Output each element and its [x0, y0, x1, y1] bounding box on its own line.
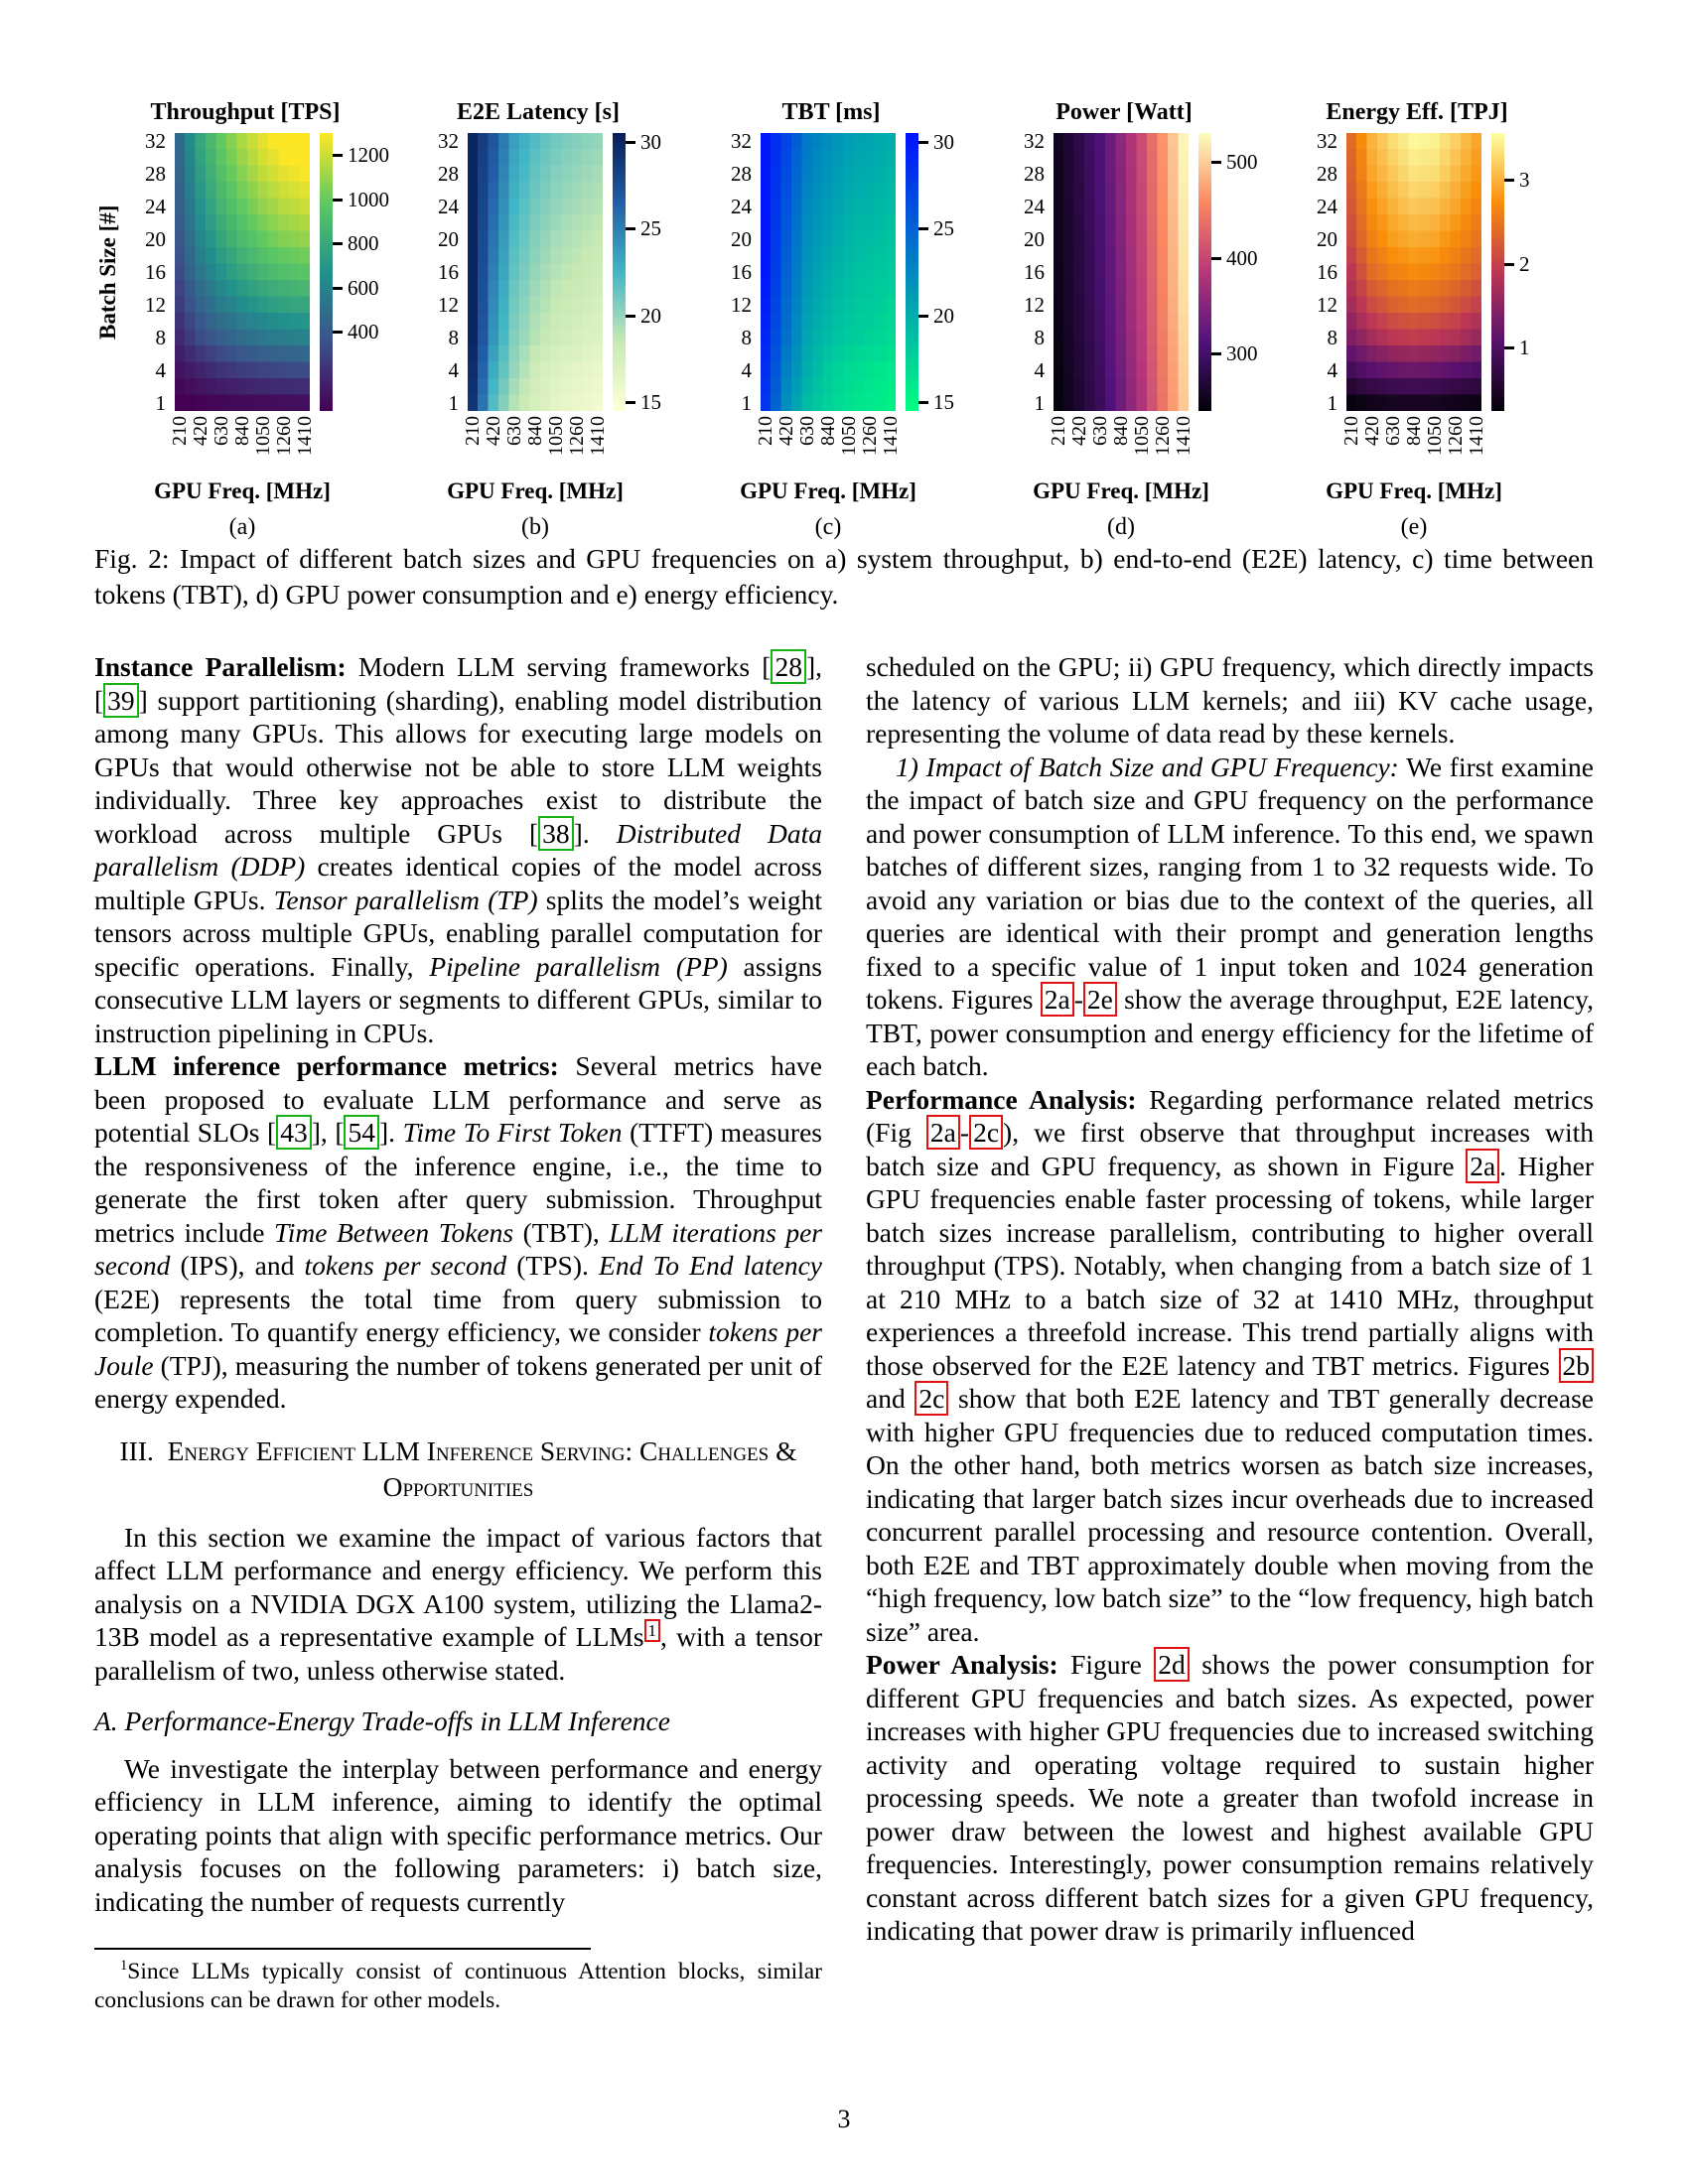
colorbar-tick-label: 20 [640, 303, 661, 328]
text-run: scheduled on the GPU; ii) GPU frequency, which directly impacts the latency of various LLM kernels; and iii) KV cache usage, representing the volume of data read by these kernels. [866, 651, 1594, 749]
x-tick-label: 840 [524, 416, 546, 446]
x-tick-label: 1050 [544, 416, 567, 456]
figure-ref-link[interactable]: 2a [1041, 982, 1074, 1017]
y-tick-label: 20 [1024, 227, 1045, 252]
y-tick-label: 1 [1034, 390, 1045, 415]
colorbar-tick [333, 242, 343, 245]
x-tick-label: 1410 [293, 416, 316, 456]
heatmap-panel-e [1303, 99, 1593, 546]
colorbar-tick-label: 600 [348, 275, 379, 300]
colorbar-tick [918, 401, 928, 404]
x-axis-ticks [169, 416, 316, 474]
x-tick-label: 420 [775, 416, 798, 446]
x-tick-label: 630 [1089, 416, 1112, 446]
y-tick-label: 16 [145, 260, 166, 284]
figure2-caption: Fig. 2: Impact of different batch sizes and GPU frequencies on a) system throughput, b) end-to-end (E2E) latency, c) time between tokens (TBT), d) GPU power consumption and e) energy efficiency. [94, 543, 1594, 610]
y-tick-label: 1 [155, 390, 166, 415]
y-tick-label: 16 [1317, 260, 1337, 284]
right-column [866, 650, 1594, 1948]
y-tick-label: 20 [438, 227, 459, 252]
y-tick-label: 28 [1317, 162, 1337, 187]
figure-ref-link[interactable]: 2a [926, 1115, 960, 1150]
subsection-heading: A. Performance-Energy Trade-offs in LLM Inference [94, 1706, 670, 1736]
figure-ref-link[interactable]: 2b [1559, 1348, 1595, 1383]
text-run: (TTFT) measures the responsiveness of the inference engine, i.e., the time to generate the first token after query submission. Throughput metrics include [94, 1117, 822, 1248]
text-run: Several metrics have been proposed to evaluate LLM performance and serve as potential SLOs [ [94, 1050, 822, 1148]
x-tick-label: 630 [211, 416, 233, 446]
text-run: splits the model’s weight tensors across multiple GPUs, enabling parallel computation for specific operations. Finally, [94, 884, 822, 982]
text-run: , with a tensor parallelism of two, unless otherwise stated. [94, 1621, 822, 1686]
x-tick-label: 1050 [1130, 416, 1153, 456]
figure-ref-link[interactable]: 2c [969, 1115, 1003, 1150]
x-tick-label: 630 [503, 416, 526, 446]
text-run: In this section we examine the impact of various factors that affect LLM performance and energy efficiency. We perform this analysis on a NVIDIA DGX A100 system, utilizing the Llama2-13B model as a representative example of LLMs [94, 1521, 822, 1652]
colorbar-tick-label: 25 [933, 216, 954, 241]
y-tick-label: 4 [741, 357, 752, 382]
heatmap-canvas [761, 133, 896, 411]
y-tick-label: 24 [438, 195, 459, 219]
x-tick-label: 1260 [858, 416, 881, 456]
colorbar-tick [918, 227, 928, 230]
colorbar-tick [333, 287, 343, 290]
x-tick-label: 840 [231, 416, 253, 446]
y-tick-label: 16 [438, 260, 459, 284]
text-run: (TPJ), measuring the number of tokens generated per unit of energy expended. [94, 1349, 822, 1414]
text-run: (TPS). [506, 1250, 600, 1281]
colorbar-tick-label: 15 [640, 390, 661, 415]
y-tick-label: 24 [1024, 195, 1045, 219]
y-tick-label: 12 [731, 292, 752, 317]
left-column [94, 650, 822, 2015]
x-tick-label: 210 [462, 416, 485, 446]
y-tick-label: 8 [1327, 325, 1337, 349]
panel-title: TBT [ms] [781, 99, 881, 125]
colorbar [1198, 133, 1211, 411]
y-tick-label: 32 [438, 129, 459, 154]
y-tick-label: 28 [731, 162, 752, 187]
italic-text: Tensor parallelism (TP) [273, 884, 538, 915]
x-tick-label: 210 [1340, 416, 1363, 446]
figure-ref-link[interactable]: 2c [914, 1381, 948, 1416]
x-tick-label: 630 [796, 416, 819, 446]
text-run: shows the power consumption for different GPU frequencies and batch sizes. As expected, power increases with higher GPU frequencies due to increased switching activity and operating voltage required to sustain higher processing speeds. We note a greater than twofold increase in power draw between the lowest and highest available GPU frequencies. Interestingly, power consumption remains relatively constant across different batch sizes for a given GPU frequency, indicating that power draw is primarily influenced [866, 1649, 1594, 1946]
italic-text: Pipeline parallelism (PP) [429, 950, 728, 982]
text-run: Figure [1070, 1649, 1155, 1680]
x-tick-label: 210 [755, 416, 777, 446]
citation-link[interactable]: 38 [538, 816, 574, 851]
italic-text: Time Between Tokens [273, 1216, 514, 1248]
heatmap-canvas [468, 133, 603, 411]
y-tick-label: 20 [731, 227, 752, 252]
y-tick-label: 8 [448, 325, 459, 349]
text-run: creates identical copies of the model across multiple GPUs. [94, 851, 822, 915]
colorbar [613, 133, 626, 411]
italic-text: 1) Impact of Batch Size and GPU Frequency: [896, 751, 1399, 782]
text-run: ]. [573, 817, 617, 849]
x-axis-ticks [1048, 416, 1195, 474]
subfigure-label: (a) [228, 514, 256, 540]
y-axis-ticks [717, 129, 757, 415]
x-tick-label: 840 [1110, 416, 1132, 446]
page-number: 3 [837, 2105, 851, 2133]
text-run: - [1073, 984, 1083, 1015]
italic-text: Time To First Token [402, 1117, 623, 1148]
figure-ref-link[interactable]: 2a [1466, 1149, 1499, 1183]
x-tick-label: 420 [1068, 416, 1091, 446]
italic-text: End To End latency [599, 1250, 823, 1281]
colorbar-tick [626, 141, 635, 144]
panel-title: Energy Eff. [TPJ] [1326, 99, 1508, 125]
paragraph-tradeoffs [94, 1752, 822, 1919]
panel-title: Throughput [TPS] [150, 99, 341, 125]
bold-text: Instance Parallelism: [94, 651, 358, 682]
colorbar-tick-label: 400 [348, 320, 379, 343]
colorbar-tick-label: 30 [640, 129, 661, 154]
section-number: III. [119, 1434, 154, 1466]
subfigure-label: (c) [814, 514, 842, 540]
x-tick-label: 1050 [251, 416, 274, 456]
y-tick-label: 1 [741, 390, 752, 415]
x-tick-label: 1410 [586, 416, 609, 456]
y-tick-label: 24 [145, 195, 166, 219]
x-axis-label: GPU Freq. [MHz] [1326, 478, 1502, 503]
italic-text: tokens per second [304, 1250, 507, 1281]
y-tick-label: 4 [1327, 357, 1337, 382]
text-run: Modern LLM serving frameworks [ [357, 651, 772, 682]
colorbar-tick [1211, 161, 1221, 164]
subfigure-label: (d) [1107, 514, 1135, 540]
x-axis-label: GPU Freq. [MHz] [740, 478, 916, 503]
colorbar-tick [1504, 263, 1514, 266]
text-run: and [866, 1383, 915, 1414]
x-tick-label: 1260 [272, 416, 295, 456]
colorbar-tick [1211, 352, 1221, 355]
text-run: We first examine the impact of batch size and GPU frequency on the performance and power consumption of LLM inference. To this end, we spawn batches of different sizes, ranging from 1 to 32 requests wide. To avoid any variation or bias due to the context of the queries, all queries are identical with their prompt and generation lengths fixed to a specific value of 1 input token and 1024 generation tokens. Figures [866, 751, 1594, 1015]
text-run: ], [ [94, 651, 822, 716]
x-axis-label: GPU Freq. [MHz] [154, 478, 331, 503]
x-tick-label: 1050 [837, 416, 860, 456]
text-run: show that both E2E latency and TBT generally decrease with higher GPU frequencies due to reduced computation times. On the other hand, both metrics worsen as batch size increases, indicating that larger batch sizes incur overheads due to increased concurrent parallel processing and resource contention. Overall, both E2E and TBT approximately double when moving from the “high frequency, low batch size” to the “low frequency, high batch size” area. [866, 1383, 1594, 1647]
text-run: (E2E) represents the total time from query submission to completion. To quantify energy efficiency, we consider [94, 1283, 822, 1347]
colorbar [320, 133, 333, 411]
figure2 [97, 99, 1593, 546]
panel-title: Power [Watt] [1055, 99, 1193, 125]
colorbar-tick [333, 199, 343, 202]
italic-text: tokens per Joule [94, 1316, 822, 1381]
heatmap-panel-c [717, 99, 1007, 546]
y-tick-label: 32 [1024, 129, 1045, 154]
y-tick-label: 12 [1317, 292, 1337, 317]
colorbar-tick-label: 500 [1226, 149, 1258, 174]
citation-link[interactable]: 54 [344, 1115, 379, 1150]
colorbar-tick [1504, 179, 1514, 182]
colorbar-tick [626, 227, 635, 230]
y-tick-label: 12 [1024, 292, 1045, 317]
colorbar-tick [333, 154, 343, 157]
colorbar-tick-label: 25 [640, 216, 661, 241]
x-axis-ticks [755, 416, 902, 474]
text-run: ), we first observe that throughput increases with batch size and GPU frequency, as shown in Figure [866, 1117, 1595, 1181]
colorbar [1491, 133, 1504, 411]
bold-text: Performance Analysis: [866, 1083, 1150, 1115]
y-tick-label: 20 [1317, 227, 1337, 252]
x-tick-label: 630 [1382, 416, 1405, 446]
footnote-number: 1 [120, 1958, 128, 1975]
text-run: ], [ [311, 1117, 345, 1148]
colorbar-tick-label: 3 [1519, 167, 1530, 192]
italic-text: Distributed Data parallelism (DDP) [94, 817, 822, 882]
x-axis-label: GPU Freq. [MHz] [447, 478, 624, 503]
colorbar-tick [1504, 346, 1514, 349]
colorbar-tick-label: 2 [1519, 251, 1530, 276]
subfigure-label: (e) [1400, 514, 1428, 540]
y-tick-label: 12 [438, 292, 459, 317]
text-run: Since LLMs typically consist of continuous Attention blocks, similar conclusions can be drawn for other models. [94, 1959, 822, 2013]
subfigure-label: (b) [521, 514, 549, 540]
colorbar-tick [626, 401, 635, 404]
citation-link[interactable]: 39 [103, 683, 139, 718]
x-tick-label: 1260 [1444, 416, 1467, 456]
footnote-marker[interactable]: 1 [644, 1619, 661, 1642]
y-tick-label: 1 [448, 390, 459, 415]
text-run: assigns consecutive LLM layers or segments to different GPUs, similar to instruction pipelining in CPUs. [94, 950, 822, 1048]
paragraph-section-intro [94, 1521, 822, 1688]
y-tick-label: 32 [1317, 129, 1337, 154]
x-tick-label: 420 [190, 416, 212, 446]
x-tick-label: 1050 [1423, 416, 1446, 456]
x-tick-label: 420 [1361, 416, 1384, 446]
colorbar-tick-label: 1200 [348, 143, 389, 168]
paragraph-instance-parallelism [94, 650, 822, 1049]
text-run: Regarding performance related metrics (Fig [866, 1083, 1594, 1148]
text-run: ] support partitioning (sharding), enabling model distribution among many GPUs. This allows for executing large models on GPUs that would otherwise not be able to store LLM weights individually. Three key approaches exist to distribute the workload across multiple GPUs [ [94, 684, 822, 849]
y-tick-label: 28 [145, 162, 166, 187]
colorbar-tick [1211, 257, 1221, 260]
heatmap-canvas [1054, 133, 1189, 411]
y-axis-ticks [424, 129, 464, 415]
heatmap-panel-d [1010, 99, 1300, 546]
colorbar-tick-label: 800 [348, 231, 379, 256]
colorbar-tick-label: 1000 [348, 187, 389, 211]
y-tick-label: 4 [155, 357, 166, 382]
y-tick-label: 28 [438, 162, 459, 187]
italic-text: LLM iterations per second [94, 1216, 822, 1281]
x-tick-label: 210 [169, 416, 192, 446]
y-tick-label: 12 [145, 292, 166, 317]
bold-text: Power Analysis: [866, 1649, 1071, 1680]
y-tick-label: 1 [1327, 390, 1337, 415]
heatmap-canvas [175, 133, 310, 411]
paragraph-power-analysis [866, 1648, 1594, 1948]
colorbar-tick-label: 30 [933, 129, 954, 154]
citation-link[interactable]: 43 [276, 1115, 312, 1150]
x-tick-label: 840 [1403, 416, 1425, 446]
paragraph-llm-metrics [94, 1049, 822, 1416]
text-run: . Higher GPU frequencies enable faster processing of tokens, while larger batch sizes increase parallelism, contributing to higher overall throughput (TPS). Notably, when changing from a batch size of 1 at 210 MHz to a batch size of 32 at 1410 MHz, throughput experiences a threefold increase. This trend partially aligns with those observed for the E2E latency and TBT metrics. Figures [866, 1150, 1594, 1381]
citation-link[interactable]: 28 [771, 649, 806, 684]
figure2-panels [97, 99, 1593, 546]
x-tick-label: 840 [817, 416, 839, 446]
footnote [94, 1948, 822, 2015]
heatmap-canvas [1346, 133, 1481, 411]
text-run: (IPS), and [170, 1250, 305, 1281]
heatmap-panel-a [95, 99, 421, 546]
y-tick-label: 16 [731, 260, 752, 284]
y-tick-label: 32 [145, 129, 166, 154]
y-tick-label: 8 [1034, 325, 1045, 349]
y-tick-label: 16 [1024, 260, 1045, 284]
y-tick-label: 8 [155, 325, 166, 349]
y-tick-label: 32 [731, 129, 752, 154]
text-run: (TBT), [513, 1216, 610, 1248]
section-heading [94, 1433, 822, 1505]
x-tick-label: 1410 [879, 416, 902, 456]
colorbar-tick-label: 400 [1226, 245, 1258, 270]
x-tick-label: 420 [483, 416, 505, 446]
colorbar [906, 133, 918, 411]
y-tick-label: 24 [731, 195, 752, 219]
y-axis-label: Batch Size [#] [95, 205, 120, 340]
y-tick-label: 4 [1034, 357, 1045, 382]
paragraph-impact-batch-freq [866, 751, 1594, 1083]
x-axis-label: GPU Freq. [MHz] [1033, 478, 1209, 503]
text-run: ]. [378, 1117, 403, 1148]
y-axis-ticks [1303, 129, 1342, 415]
y-tick-label: 8 [741, 325, 752, 349]
figure-ref-link[interactable]: 2d [1154, 1647, 1190, 1682]
y-tick-label: 20 [145, 227, 166, 252]
x-tick-label: 210 [1048, 416, 1070, 446]
y-axis-ticks [131, 129, 171, 415]
x-axis-ticks [462, 416, 609, 474]
heatmap-panel-b [424, 99, 714, 546]
x-axis-ticks [1340, 416, 1487, 474]
y-tick-label: 4 [448, 357, 459, 382]
colorbar-tick-label: 20 [933, 303, 954, 328]
x-tick-label: 1260 [565, 416, 588, 456]
y-tick-label: 24 [1317, 195, 1337, 219]
colorbar-tick [626, 315, 635, 318]
x-tick-label: 1260 [1151, 416, 1174, 456]
text-run: We investigate the interplay between performance and energy efficiency in LLM inference, aiming to identify the optimal operating points that align with specific performance metrics. Our analysis focuses on the following parameters: i) batch size, indicating the number of requests currently [94, 1752, 822, 1917]
colorbar-tick [918, 315, 928, 318]
colorbar-tick-label: 15 [933, 390, 954, 415]
text-run: - [959, 1117, 970, 1148]
paragraph-continuation [866, 650, 1594, 751]
figure-ref-link[interactable]: 2e [1083, 982, 1117, 1017]
colorbar-tick-label: 1 [1519, 336, 1530, 360]
bold-text: LLM inference performance metrics: [94, 1050, 576, 1081]
section-title: Energy Efficient LLM Inference Serving: Challenges & Opportunities [167, 1434, 797, 1502]
y-axis-ticks [1010, 129, 1050, 415]
colorbar-tick-label: 300 [1226, 341, 1258, 366]
x-tick-label: 1410 [1172, 416, 1195, 456]
panel-title: E2E Latency [s] [457, 99, 620, 125]
text-run: show the average throughput, E2E latency, TBT, power consumption and energy efficiency for the lifetime of each batch. [866, 984, 1594, 1081]
x-tick-label: 1410 [1465, 416, 1487, 456]
colorbar-tick [333, 331, 343, 334]
colorbar-tick [918, 141, 928, 144]
y-tick-label: 28 [1024, 162, 1045, 187]
paragraph-performance-analysis [866, 1083, 1594, 1649]
